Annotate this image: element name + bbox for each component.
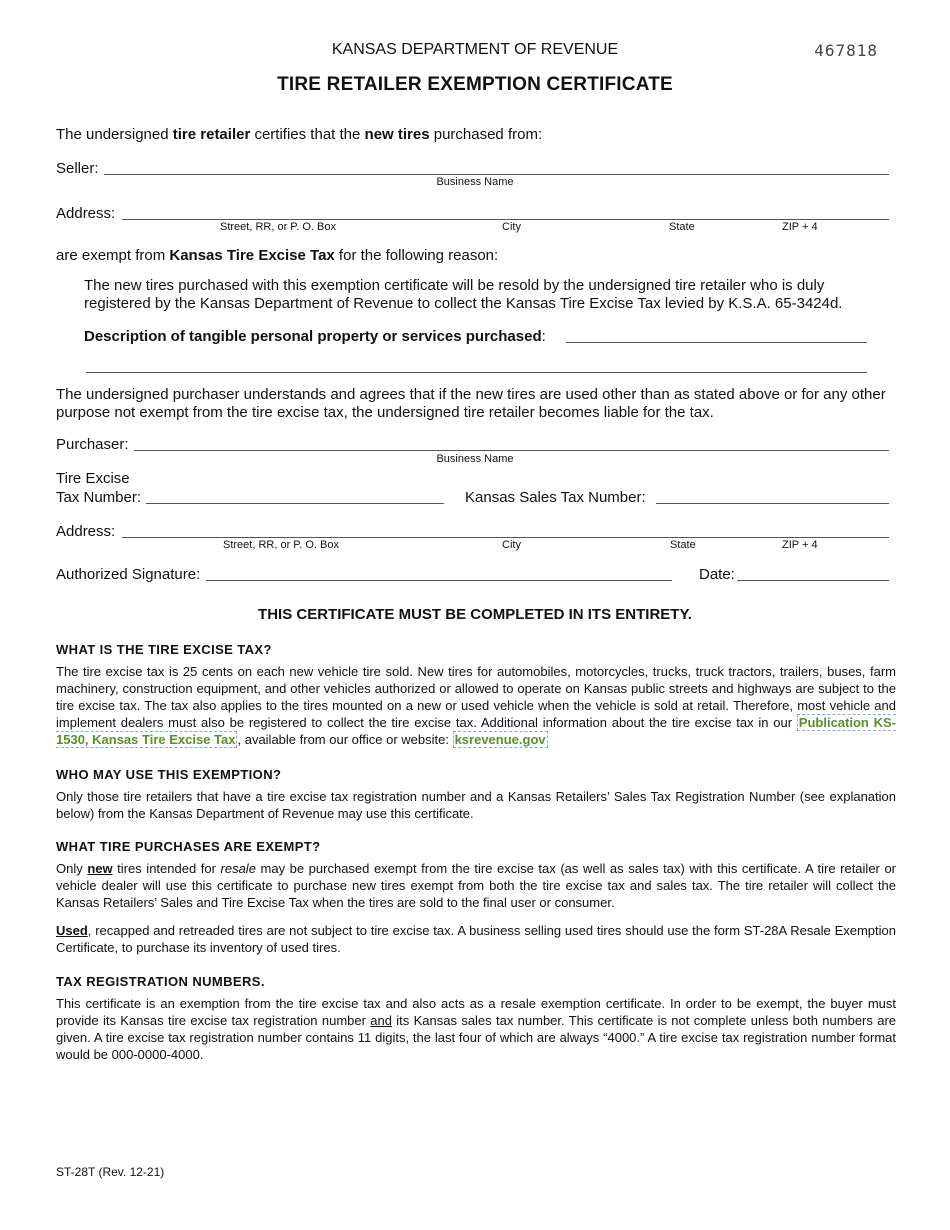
section-heading-registration: TAX REGISTRATION NUMBERS. [56, 974, 265, 989]
intro-statement: The undersigned tire retailer certifies that the new tires purchased from: [56, 126, 543, 143]
exempt-statement: are exempt from Kansas Tire Excise Tax for the following reason: [56, 247, 499, 264]
section-text-new-tires: Only new tires intended for resale may be purchased exempt from the tire excise tax (as well as sales tax) with this certificate. A tire retailer or vehicle dealer will use this certificate to purchase new tires exempt from both the tire excise tax and sales tax. The tire retailer will collect the Kansas Retailers’ Sales and Tire Excise Tax when the tires are sold to the final user or consumer. [56, 861, 897, 910]
signature-field[interactable] [206, 580, 672, 581]
section-text-used-tires: Used, recapped and retreaded tires are not subject to tire excise tax. A business selling used tires should use the form ST-28A Resale Exemption Certificate, to purchase its inventory of used tires. [56, 923, 896, 955]
seller-zip-caption: ZIP + 4 [782, 221, 818, 233]
seller-city-caption: City [502, 221, 521, 233]
section-text-who-may-use: Only those tire retailers that have a tire excise tax registration number and a Kansas Retailers’ Sales Tax Registration Number (see explanation below) from the Kansas Department of Revenue may use this certificate. [56, 789, 896, 821]
tire-excise-label: Tire Excise [56, 470, 130, 487]
sales-tax-number-field[interactable] [656, 503, 889, 504]
form-revision: ST-28T (Rev. 12-21) [56, 1165, 165, 1179]
sales-tax-number-label: Kansas Sales Tax Number: [465, 489, 646, 506]
seller-state-caption: State [669, 221, 695, 233]
purchaser-label: Purchaser: [56, 436, 129, 453]
purchaser-agreement-text: The undersigned purchaser understands and agrees that if the new tires are used other than as stated above or for any other purpose not exempt from the tire excise tax, the undersigned tire retailer becomes liable for the tax. [56, 386, 886, 421]
seller-address-field[interactable] [122, 219, 889, 220]
section-heading-excise-tax: WHAT IS THE TIRE EXCISE TAX? [56, 642, 272, 657]
section-text-excise-tax: The tire excise tax is 25 cents on each new vehicle tire sold. New tires for automobiles, motorcycles, trucks, truck tractors, trailers, buses, farm machinery, construction equipment, and other vehicles authorized or allowed to operate on Kansas public streets and highways are subject to the tire excise tax. The tax also applies to the tires mounted on a new or used vehicle when the vehicle is sold at retail. Therefore, most vehicle and implement dealers must also be registered to collect the tire excise tax. Additional information about the tire excise tax in our Publication KS-1530, Kansas Tire Excise Tax , available from our office or website: ksrevenue.gov [56, 664, 896, 747]
description-field-1[interactable] [566, 342, 867, 343]
purchaser-address-label: Address: [56, 523, 116, 540]
signature-label: Authorized Signature: [56, 566, 201, 583]
section-heading-who-may-use: WHO MAY USE THIS EXEMPTION? [56, 767, 282, 782]
purchaser-address-field[interactable] [122, 537, 889, 538]
form-number: 467818 [814, 41, 878, 60]
page-title: TIRE RETAILER EXEMPTION CERTIFICATE [277, 74, 673, 95]
purchaser-zip-caption: ZIP + 4 [782, 539, 818, 551]
seller-name-caption: Business Name [436, 176, 514, 188]
purchaser-name-field[interactable] [134, 450, 889, 451]
purchaser-state-caption: State [670, 539, 696, 551]
publication-link[interactable]: Publication KS-1530, Kansas Tire Excise Tax [56, 715, 896, 747]
completion-notice: THIS CERTIFICATE MUST BE COMPLETED IN ITS ENTIRETY. [258, 606, 692, 623]
seller-label: Seller: [56, 160, 99, 177]
website-link[interactable]: ksrevenue.gov [454, 732, 546, 747]
section-heading-exempt-purchases: WHAT TIRE PURCHASES ARE EXEMPT? [56, 839, 321, 854]
purchaser-name-caption: Business Name [436, 453, 514, 465]
date-field[interactable] [737, 580, 889, 581]
reason-text: The new tires purchased with this exemption certificate will be resold by the undersigned tire retailer who is duly registered by the Kansas Department of Revenue to collect the Kansas Tire Excise Tax levied by K.S.A. 65-3424d. [84, 277, 843, 312]
description-field-2[interactable] [86, 372, 867, 373]
date-label: Date: [699, 566, 735, 583]
tax-number-label: Tax Number: [56, 489, 142, 506]
purchaser-city-caption: City [502, 539, 521, 551]
tire-excise-tax-number-field[interactable] [146, 503, 444, 504]
section-text-registration: This certificate is an exemption from the tire excise tax and also acts as a resale exemption certificate. In order to be exempt, the buyer must provide its Kansas tire excise tax registration number and its Kansas sales tax number. This certificate is not complete unless both numbers are given. A tire excise tax registration number contains 11 digits, the last four of which are always “4000.” A tire excise tax registration number format would be 000-0000-4000. [56, 996, 897, 1062]
description-label: Description of tangible personal property or services purchased: [84, 328, 546, 345]
seller-name-field[interactable] [104, 174, 889, 175]
seller-address-label: Address: [56, 205, 116, 222]
seller-street-caption: Street, RR, or P. O. Box [220, 221, 336, 233]
department-name: KANSAS DEPARTMENT OF REVENUE [331, 41, 619, 58]
purchaser-street-caption: Street, RR, or P. O. Box [223, 539, 339, 551]
